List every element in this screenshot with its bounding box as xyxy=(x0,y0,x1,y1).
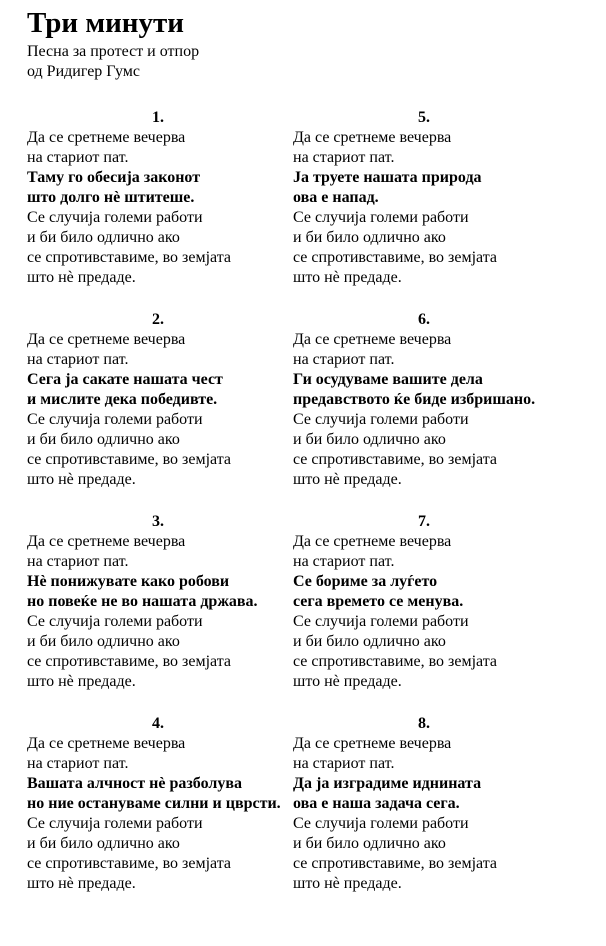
subtitle-line-author: од Ридигер Гумс xyxy=(27,63,140,80)
verse-line: на стариот пат. xyxy=(293,755,395,772)
verse-line-bold: сега времето се менува. xyxy=(293,593,464,610)
verse-line: што нè предаде. xyxy=(27,875,136,892)
verse-line: Се случија големи работи xyxy=(27,613,203,630)
verse-line: се спротивставиме, во земјата xyxy=(293,249,498,266)
verse-line: на стариот пат. xyxy=(27,149,129,166)
verse-line-bold: и мислите дека победивте. xyxy=(27,391,218,408)
verse-line: на стариот пат. xyxy=(27,553,129,570)
verse-line: што нè предаде. xyxy=(293,875,402,892)
song-title: Три минути xyxy=(27,7,184,39)
verse-line-bold: Ја труете нашата природа xyxy=(293,169,482,186)
verse-line-bold: но повеќе не во нашата држава. xyxy=(27,593,258,610)
verse-number: 6. xyxy=(418,311,430,328)
verse-line: што нè предаде. xyxy=(293,471,402,488)
verse-line-bold: Се бориме за луѓето xyxy=(293,573,438,590)
verse-number: 4. xyxy=(152,715,164,732)
verse-line: што нè предаде. xyxy=(27,673,136,690)
verse-number: 3. xyxy=(152,513,164,530)
verse-line: Да се сретнеме вечерва xyxy=(293,735,452,752)
verse-line: на стариот пат. xyxy=(293,351,395,368)
verse-line-bold: ова е наша задача сега. xyxy=(293,795,460,812)
verse-3 xyxy=(27,310,293,490)
verse-line: Се случија големи работи xyxy=(27,815,203,832)
verse-number: 5. xyxy=(418,109,430,126)
verse-line-bold: предавството ќе биде избришано. xyxy=(293,391,536,408)
verse-line: на стариот пат. xyxy=(27,351,129,368)
verse-line: се спротивставиме, во земјата xyxy=(27,855,232,872)
verse-line: Да се сретнеме вечерва xyxy=(293,533,452,550)
verse-line: што нè предаде. xyxy=(27,269,136,286)
verse-line: и би било одлично ако xyxy=(27,835,180,852)
verse-line: Да се сретнеме вечерва xyxy=(27,533,186,550)
verse-line: и би било одлично ако xyxy=(293,835,446,852)
verse-line: Се случија големи работи xyxy=(293,411,469,428)
verse-7 xyxy=(27,714,293,894)
verse-line: Да се сретнеме вечерва xyxy=(293,331,452,348)
verse-number: 8. xyxy=(418,715,430,732)
verse-line: Се случија големи работи xyxy=(293,815,469,832)
verse-line: Се случија големи работи xyxy=(293,613,469,630)
verse-line: што нè предаде. xyxy=(293,269,402,286)
verse-line: Се случија големи работи xyxy=(27,209,203,226)
verse-line: и би било одлично ако xyxy=(293,431,446,448)
verse-line-bold: Ги осудуваме вашите дела xyxy=(293,371,483,388)
verse-line: и би било одлично ако xyxy=(27,633,180,650)
verse-line-bold: Вашата алчност нè разболува xyxy=(27,775,242,792)
song-subtitle xyxy=(27,42,587,82)
verse-line: Да се сретнеме вечерва xyxy=(293,129,452,146)
verse-line-bold: Сега ја сакате нашата чест xyxy=(27,371,223,388)
verse-line-bold: Нè понижувате како робови xyxy=(27,573,230,590)
verse-line: Да се сретнеме вечерва xyxy=(27,129,186,146)
verse-line: што нè предаде. xyxy=(27,471,136,488)
verse-line: на стариот пат. xyxy=(293,149,395,166)
verse-line-bold: ова е напад. xyxy=(293,189,379,206)
verses-grid xyxy=(27,108,587,894)
verse-line: се спротивставиме, во земјата xyxy=(293,855,498,872)
verse-6 xyxy=(293,512,559,692)
song-page xyxy=(27,6,587,892)
verse-line-bold: Да ја изградиме иднината xyxy=(293,775,482,792)
subtitle-line-description: Песна за протест и отпор xyxy=(27,43,200,60)
verse-line: и би било одлично ако xyxy=(293,229,446,246)
verse-5 xyxy=(27,512,293,692)
verse-line: и би било одлично ако xyxy=(27,431,180,448)
verse-line: се спротивставиме, во земјата xyxy=(27,249,232,266)
verse-line: Се случија големи работи xyxy=(27,411,203,428)
verse-line: се спротивставиме, во земјата xyxy=(293,653,498,670)
verse-number: 1. xyxy=(152,109,164,126)
verse-line: Да се сретнеме вечерва xyxy=(27,735,186,752)
verse-line: и би било одлично ако xyxy=(27,229,180,246)
verse-line: што нè предаде. xyxy=(293,673,402,690)
verse-line: Се случија големи работи xyxy=(293,209,469,226)
verse-4 xyxy=(293,310,559,490)
verse-line: се спротивставиме, во земјата xyxy=(293,451,498,468)
verse-1 xyxy=(27,108,293,288)
verse-line: Да се сретнеме вечерва xyxy=(27,331,186,348)
verse-number: 2. xyxy=(152,311,164,328)
verse-line: се спротивставиме, во земјата xyxy=(27,451,232,468)
verse-8 xyxy=(293,714,559,894)
verse-line: на стариот пат. xyxy=(293,553,395,570)
verse-line: на стариот пат. xyxy=(27,755,129,772)
verse-2 xyxy=(293,108,559,288)
verse-number: 7. xyxy=(418,513,430,530)
verse-line-bold: Таму го обесија законот xyxy=(27,169,201,186)
verse-line: се спротивставиме, во земјата xyxy=(27,653,232,670)
verse-line: и би било одлично ако xyxy=(293,633,446,650)
verse-line-bold: што долго нè штитеше. xyxy=(27,189,195,206)
verse-line-bold: но ние остануваме силни и цврсти. xyxy=(27,795,281,812)
